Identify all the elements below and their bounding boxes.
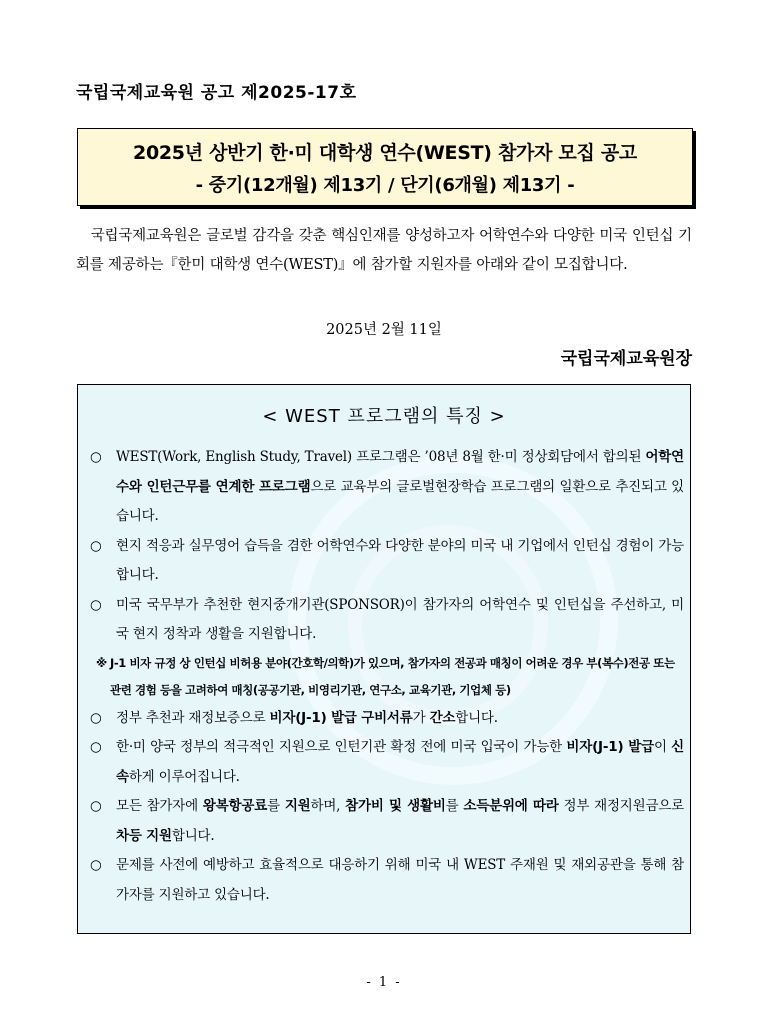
feature-item-5: ○ 한·미 양국 정부의 적극적인 지원으로 인턴기관 확정 전에 미국 입국이 가능한 비자(J-1) 발급이 신속하게 이루어집니다. [90,733,684,792]
feature-item-2: ○ 현지 적응과 실무영어 습득을 겸한 어학연수와 다양한 분야의 미국 내 기업에서 인턴십 경험이 가능합니다. [90,532,684,591]
bullet-icon: ○ [90,709,102,726]
feature-item-3: ○ 미국 국무부가 추천한 현지중개기관(SPONSOR)이 참가자의 어학연수 및 인턴십을 주선하고, 미국 현지 정착과 생활을 지원합니다. [90,591,684,650]
title-sub: - 중기(12개월) 제13기 / 단기(6개월) 제13기 - [195,175,575,196]
feature-item-7: ○ 문제를 사전에 예방하고 효율적으로 대응하기 위해 미국 내 WEST 주재원 및 재외공관을 통해 참가자를 지원하고 있습니다. [90,851,684,910]
page-number: - 1 - [366,975,402,990]
bullet-icon: ○ [90,537,102,554]
feature-item-1: ○ WEST(Work, English Study, Travel) 프로그램은 ’08년 8월 한·미 정상회담에서 합의된 어학연수와 인턴근무를 연계한 프로그램으로 교육부의 글로벌현장학습 프로그램의 일환으로 추진되고 있습니다. [90,443,684,532]
intro-text: 국립국제교육원은 글로벌 감각을 갖춘 핵심인재를 양성하고자 어학연수와 다양한 미국 인턴십 기회를 제공하는『한미 대학생 연수(WEST)』에 참가할 지원자를 아래와 같이 모집합니다. [76,228,692,273]
bullet-icon: ○ [90,798,102,814]
bullet-icon: ○ [90,596,102,613]
bullet-icon: ○ [90,739,102,755]
intro-paragraph [76,222,692,280]
bullet-icon: ○ [90,449,102,465]
notice-date: 2025년 2월 11일 [326,322,442,338]
bullet-icon: ○ [90,857,102,873]
title-main: 2025년 상반기 한·미 대학생 연수(WEST) 참가자 모집 공고 [133,142,637,164]
note-mark-icon: ※ [96,655,107,670]
feature-note: ※ J-1 비자 규정 상 인턴십 비허용 분야(간호학/의학)가 있으며, 참가자의 전공과 매칭이 어려운 경우 부(복수)전공 또는 관련 경험 등을 고려하여 매칭(공공기관, 비영리기관, 연구소, 교육기관, 기업체 등) [90,650,684,704]
title-box [77,128,693,206]
feature-item-4: ○ 정부 추천과 재정보증으로 비자(J-1) 발급 구비서류가 간소합니다. [90,704,684,734]
feature-item-6: ○ 모든 참가자에 왕복항공료를 지원하며, 참가비 및 생활비를 소득분위에 따라 정부 재정지원금으로 차등 지원합니다. [90,792,684,851]
feature-title: < WEST 프로그램의 특징 > [262,406,506,427]
notice-number: 국립국제교육원 공고 제2025-17호 [76,83,357,103]
feature-list [90,443,684,910]
feature-box [77,384,691,934]
signer: 국립국제교육원장 [560,349,692,369]
